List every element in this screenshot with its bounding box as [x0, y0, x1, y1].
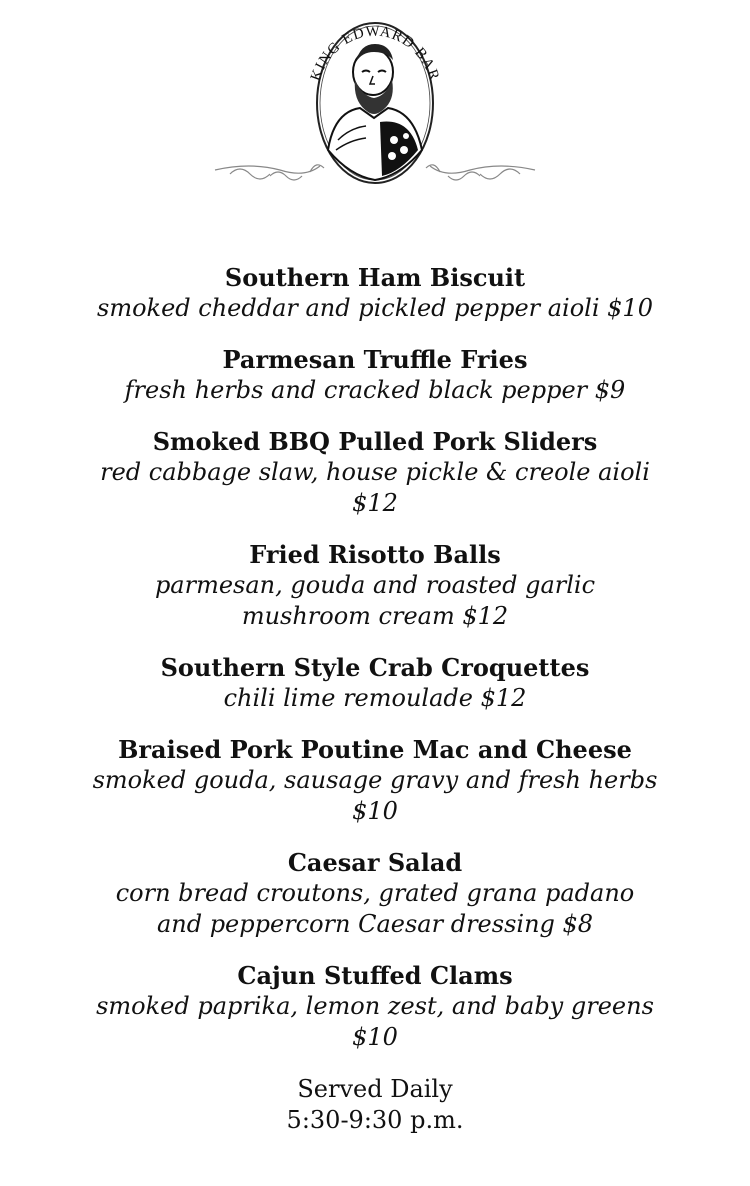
- menu-item: [0, 961, 750, 1053]
- menu-item-name: Southern Ham Biscuit: [224, 263, 526, 292]
- menu-item-name: Braised Pork Poutine Mac and Cheese: [118, 735, 632, 764]
- menu-item: [0, 653, 750, 714]
- menu-item-name: Caesar Salad: [287, 848, 463, 877]
- menu-item-description: fresh herbs and cracked black pepper $9: [124, 376, 626, 404]
- menu-item-description: corn bread croutons, grated grana padano and peppercorn Caesar dressing $8: [115, 879, 635, 938]
- svg-text:KING EDWARD BAR: KING EDWARD BAR: [307, 23, 443, 84]
- menu-item: [0, 345, 750, 406]
- menu-item-description: smoked cheddar and pickled pepper aioli $10: [97, 294, 653, 322]
- menu-item-description: smoked gouda, sausage gravy and fresh herbs $10: [92, 766, 658, 825]
- menu-item-name: Parmesan Truffle Fries: [222, 345, 528, 374]
- king-edward-bar-logo: [210, 0, 540, 192]
- menu-item-name: Southern Style Crab Croquettes: [160, 653, 590, 682]
- menu-item-description: chili lime remoulade $12: [223, 684, 527, 712]
- logo-emblem-icon: [210, 0, 540, 192]
- menu-item-name: Fried Risotto Balls: [249, 540, 501, 569]
- menu-item: [0, 540, 750, 632]
- menu-item-description: red cabbage slaw, house pickle & creole aioli $12: [100, 458, 650, 517]
- served-daily-label: Served Daily: [297, 1075, 453, 1103]
- menu-item-description: smoked paprika, lemon zest, and baby greens $10: [96, 992, 654, 1051]
- menu-item-description: parmesan, gouda and roasted garlic mushroom cream $12: [154, 571, 596, 630]
- menu-item: [0, 427, 750, 519]
- service-hours: [0, 1074, 750, 1136]
- menu-item: [0, 263, 750, 324]
- menu-item: [0, 735, 750, 827]
- menu-list: [0, 263, 750, 1136]
- menu-item: [0, 848, 750, 940]
- menu-item-name: Cajun Stuffed Clams: [237, 961, 513, 990]
- service-time: 5:30-9:30 p.m.: [286, 1106, 464, 1134]
- menu-item-name: Smoked BBQ Pulled Pork Sliders: [152, 427, 598, 456]
